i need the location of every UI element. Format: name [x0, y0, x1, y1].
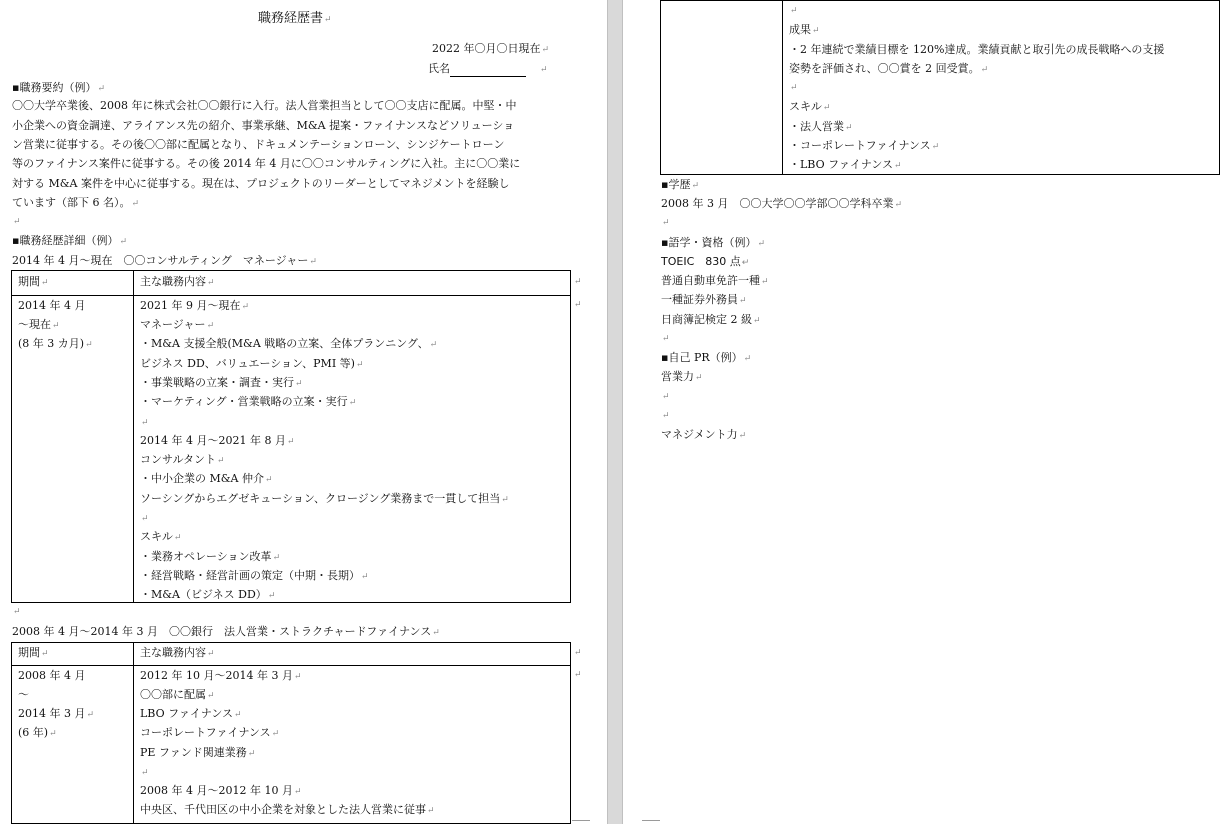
empty-paragraph-mark: ↵ — [13, 607, 21, 617]
detail-heading: ▪職務経歴詳細（例）↵ — [12, 234, 128, 247]
period-cell-line: 2008 年 4 月 — [18, 669, 86, 682]
content-line: ↵ — [790, 6, 798, 16]
table-divider — [12, 295, 570, 296]
period-cell-line: (8 年 3 カ月)↵ — [18, 337, 93, 350]
content-line: ・事業戦略の立案・調査・実行↵ — [140, 376, 303, 389]
content-line: ↵ — [790, 83, 798, 93]
table-divider — [133, 643, 134, 824]
summary-line: 小企業への資金調達、アライアンス先の紹介、事業承継、M&A 提案・ファイナンスなどソリューショ — [12, 119, 515, 132]
content-line: ・法人営業↵ — [789, 120, 853, 133]
job1-heading: 2014 年 4 月～現在 〇〇コンサルティング マネージャー↵ — [12, 254, 317, 267]
summary-line: ています（部下 6 名）。↵ — [12, 196, 140, 209]
content-line: ソーシングからエグゼキューション、クロージング業務まで一貫して担当↵ — [140, 492, 509, 505]
content-line: ・M&A（ビジネス DD）↵ — [140, 588, 276, 601]
qualification-item: 一種証券外務員↵ — [661, 293, 747, 306]
content-line: ビジネス DD、バリュエーション、PMI 等)↵ — [140, 357, 364, 370]
content-line: ・中小企業の M&A 仲介↵ — [140, 472, 273, 485]
summary-line: 対する M&A 案件を中心に従事する。現在は、プロジェクトのリーダーとしてマネジメントを経験し — [12, 177, 510, 190]
self-pr-line: ↵ — [662, 411, 670, 421]
period-cell-line: (6 年)↵ — [18, 726, 57, 739]
period-cell-line: 2014 年 4 月 — [18, 299, 86, 312]
job2-heading: 2008 年 4 月～2014 年 3 月 〇〇銀行 法人営業・ストラクチャードファイナンス↵ — [12, 625, 440, 638]
content-line: 2008 年 4 月～2012 年 10 月↵ — [140, 784, 302, 797]
content-line: ↵ — [141, 768, 149, 778]
self-pr-line: マネジメント力↵ — [661, 428, 747, 441]
col-header-period: 期間↵ — [18, 646, 49, 659]
content-line: ・マーケティング・営業戦略の立案・実行↵ — [140, 395, 357, 408]
self-pr-line: 営業力↵ — [661, 370, 703, 383]
content-line: ・業務オペレーション改革↵ — [140, 550, 281, 563]
document-page-right — [623, 0, 1224, 824]
summary-line: 等のファイナンス案件に従事する。その後 2014 年 4 月に〇〇コンサルティングに入社。主に〇〇業に — [12, 157, 521, 170]
content-line: 2014 年 4 月～2021 年 8 月↵ — [140, 434, 295, 447]
document-title: 職務経歴書↵ — [258, 11, 332, 26]
name-line: 氏名 ↵ — [428, 62, 548, 75]
content-line: コンサルタント↵ — [140, 453, 225, 466]
page-gap — [607, 0, 623, 824]
qualification-item: TOEIC 830 点↵ — [661, 255, 750, 268]
content-line: LBO ファイナンス↵ — [140, 707, 242, 720]
content-line: ・経営戦略・経営計画の策定（中期・長期）↵ — [140, 569, 369, 582]
education-entry: 2008 年 3 月 〇〇大学〇〇学部〇〇学科卒業↵ — [661, 197, 903, 210]
content-line: ↵ — [141, 514, 149, 524]
page-edge — [607, 0, 608, 824]
content-line: ↵ — [141, 418, 149, 428]
content-line: ・LBO ファイナンス↵ — [789, 158, 902, 171]
content-line: ・コーポレートファイナンス↵ — [789, 139, 940, 152]
empty-paragraph-mark: ↵ — [662, 218, 670, 228]
content-line: 〇〇部に配属↵ — [140, 688, 215, 701]
summary-line: 〇〇大学卒業後、2008 年に株式会社〇〇銀行に入行。法人営業担当として〇〇支店に配属。中堅・中 — [12, 99, 517, 112]
row-end-mark: ↵ — [574, 648, 582, 658]
period-cell-line: ～ — [18, 688, 29, 701]
content-line: PE ファンド関連業務↵ — [140, 746, 256, 759]
content-line: 中央区、千代田区の中小企業を対象とした法人営業に従事↵ — [140, 803, 435, 816]
row-end-mark: ↵ — [574, 670, 582, 680]
self-pr-heading: ▪自己 PR（例）↵ — [661, 351, 752, 364]
qualification-item: 普通自動車免許一種↵ — [661, 274, 769, 287]
row-end-mark: ↵ — [574, 300, 582, 310]
name-underline — [450, 64, 526, 77]
job1-table — [11, 270, 571, 603]
period-cell-line: 2014 年 3 月↵ — [18, 707, 95, 720]
qualifications-heading: ▪語学・資格（例）↵ — [661, 236, 766, 249]
content-line: ・M&A 支援全般(M&A 戦略の立案、全体プランニング、↵ — [140, 337, 438, 350]
summary-heading: ▪職務要約（例）↵ — [12, 81, 106, 94]
content-line: 成果↵ — [789, 23, 820, 36]
table-divider — [133, 271, 134, 602]
empty-paragraph-mark: ↵ — [13, 217, 21, 227]
col-header-content: 主な職務内容↵ — [140, 275, 215, 288]
period-cell-line: ～現在↵ — [18, 318, 60, 331]
content-line: マネージャー↵ — [140, 318, 215, 331]
summary-line: ン営業に従事する。その後〇〇部に配属となり、ドキュメンテーションローン、シンジケートローン — [12, 138, 505, 151]
content-line: スキル↵ — [789, 100, 831, 113]
table-divider — [782, 0, 783, 174]
content-line: スキル↵ — [140, 530, 182, 543]
col-header-content: 主な職務内容↵ — [140, 646, 215, 659]
content-line: ・2 年連続で業績目標を 120%達成。業績貢献と取引先の成長戦略への支援 — [789, 43, 1165, 56]
page-boundary-mark — [642, 820, 660, 821]
table-divider — [661, 0, 1219, 1]
document-date: 2022 年〇月〇日現在↵ — [432, 42, 550, 55]
document-page-left — [0, 0, 607, 824]
content-line: コーポレートファイナンス↵ — [140, 726, 280, 739]
content-line: 姿勢を評価され、〇〇賞を 2 回受賞。↵ — [789, 62, 989, 75]
content-line: 2012 年 10 月～2014 年 3 月↵ — [140, 669, 302, 682]
job2-table — [11, 642, 571, 824]
self-pr-line: ↵ — [662, 392, 670, 402]
education-heading: ▪学歴↵ — [661, 178, 700, 191]
col-header-period: 期間↵ — [18, 275, 49, 288]
table-divider — [12, 665, 570, 666]
row-end-mark: ↵ — [574, 277, 582, 287]
job2-table-continued — [660, 0, 1220, 175]
page-boundary-mark — [572, 820, 590, 821]
empty-paragraph-mark: ↵ — [662, 334, 670, 344]
content-line: 2021 年 9 月～現在↵ — [140, 299, 250, 312]
qualification-item: 日商簿記検定 2 級↵ — [661, 313, 761, 326]
